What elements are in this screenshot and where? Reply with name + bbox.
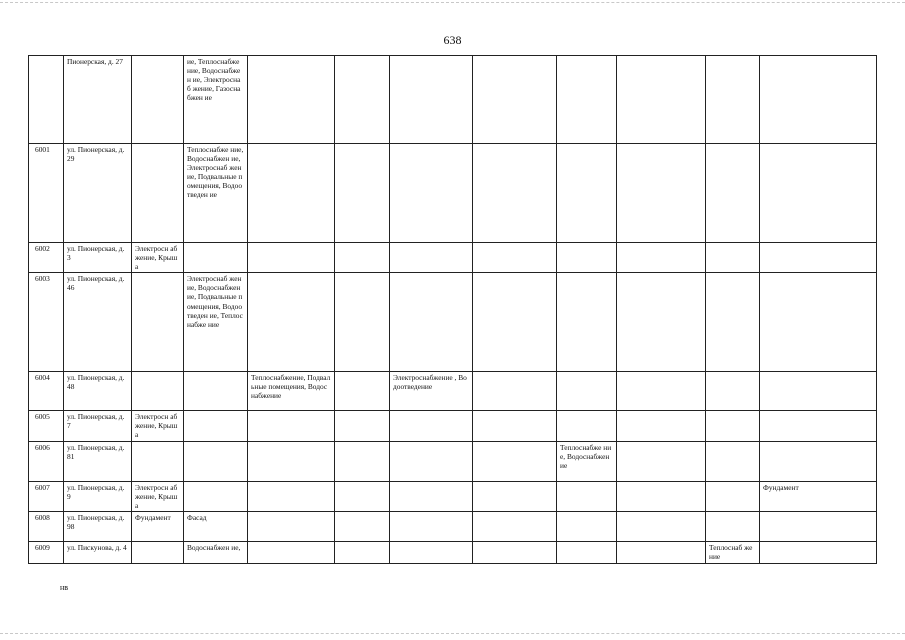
work-cell	[335, 144, 390, 243]
work-cell	[390, 441, 473, 481]
table-row	[29, 56, 877, 144]
work-cell: Фундамент	[132, 511, 184, 541]
scan-edge-bottom	[0, 633, 905, 634]
table-row	[29, 273, 877, 372]
work-cell	[557, 481, 617, 511]
work-cell	[617, 441, 706, 481]
work-cell	[132, 144, 184, 243]
work-cell	[473, 511, 557, 541]
address-cell: ул. Пионерская, д. 29	[64, 144, 132, 243]
table-row	[29, 441, 877, 481]
row-number: 6009	[29, 541, 64, 563]
work-cell	[390, 273, 473, 372]
address-cell: ул. Пионерская, д. 48	[64, 372, 132, 411]
row-number: 6002	[29, 243, 64, 273]
address-cell: Пионерская, д. 27	[64, 56, 132, 144]
work-cell	[473, 481, 557, 511]
work-cell: Фундамент	[760, 481, 877, 511]
table-row	[29, 481, 877, 511]
work-cell	[557, 541, 617, 563]
address-cell: ул. Пионерская, д. 3	[64, 243, 132, 273]
work-cell	[335, 511, 390, 541]
row-number: 6003	[29, 273, 64, 372]
work-cell	[557, 511, 617, 541]
work-cell	[617, 144, 706, 243]
row-number: 6006	[29, 441, 64, 481]
work-cell	[617, 273, 706, 372]
work-cell	[248, 56, 335, 144]
work-cell: Теплоснабже ние, Водоснабжен ие, Электроснаб жение, Подвальные помещения, Водоотведен ие	[184, 144, 248, 243]
work-cell	[335, 56, 390, 144]
work-cell	[184, 481, 248, 511]
work-cell	[473, 411, 557, 441]
work-cell	[617, 511, 706, 541]
row-number: 6005	[29, 411, 64, 441]
work-cell	[617, 243, 706, 273]
work-cell	[706, 144, 760, 243]
work-cell: Фасад	[184, 511, 248, 541]
work-cell	[335, 372, 390, 411]
table-row	[29, 144, 877, 243]
work-cell	[248, 481, 335, 511]
work-cell	[248, 243, 335, 273]
work-cell	[390, 541, 473, 563]
work-cell	[335, 481, 390, 511]
work-cell	[473, 372, 557, 411]
page-number: 638	[443, 33, 462, 47]
work-cell	[184, 411, 248, 441]
address-cell: ул. Пионерская, д. 7	[64, 411, 132, 441]
work-cell	[390, 144, 473, 243]
work-cell: Теплоснабже ние, Водоснабжен ие	[557, 441, 617, 481]
work-cell	[760, 372, 877, 411]
work-cell	[473, 541, 557, 563]
work-cell	[557, 56, 617, 144]
work-cell	[760, 56, 877, 144]
work-cell	[557, 372, 617, 411]
work-cell	[335, 441, 390, 481]
work-cell	[557, 243, 617, 273]
work-cell	[706, 372, 760, 411]
work-cell: Водоснабжен ие,	[184, 541, 248, 563]
table-row	[29, 243, 877, 273]
work-cell	[760, 511, 877, 541]
work-cell	[706, 511, 760, 541]
work-cell	[760, 441, 877, 481]
work-cell	[390, 481, 473, 511]
work-cell	[248, 273, 335, 372]
address-cell: ул. Пионерская, д. 98	[64, 511, 132, 541]
table-row	[29, 541, 877, 563]
work-cell	[390, 243, 473, 273]
work-cell: Электросн абжение, Крыша	[132, 411, 184, 441]
work-cell	[760, 411, 877, 441]
work-cell	[617, 481, 706, 511]
work-cell	[184, 243, 248, 273]
table-row	[29, 511, 877, 541]
work-cell	[248, 511, 335, 541]
work-cell	[248, 144, 335, 243]
work-cell	[617, 411, 706, 441]
work-cell	[557, 144, 617, 243]
work-cell	[557, 273, 617, 372]
work-cell	[706, 411, 760, 441]
work-cell	[473, 243, 557, 273]
work-cell	[248, 411, 335, 441]
work-cell	[248, 441, 335, 481]
scan-edge-top	[0, 2, 905, 3]
work-cell	[760, 541, 877, 563]
work-cell	[473, 56, 557, 144]
table-row	[29, 372, 877, 411]
row-number: 6004	[29, 372, 64, 411]
work-cell	[335, 273, 390, 372]
address-cell: ул. Пионерская, д. 81	[64, 441, 132, 481]
work-cell	[473, 273, 557, 372]
work-cell	[132, 372, 184, 411]
works-registry-table	[28, 55, 877, 564]
work-cell	[473, 144, 557, 243]
work-cell	[132, 273, 184, 372]
work-cell	[248, 541, 335, 563]
work-cell	[760, 144, 877, 243]
work-cell	[617, 541, 706, 563]
work-cell: Электросн абжение, Крыша	[132, 481, 184, 511]
work-cell: Теплоснабжение, Подвальные помещения, Водоснабжение	[248, 372, 335, 411]
row-number: 6008	[29, 511, 64, 541]
work-cell	[473, 441, 557, 481]
work-cell: Теплоснаб жение	[706, 541, 760, 563]
work-cell	[617, 372, 706, 411]
work-cell	[390, 411, 473, 441]
work-cell	[706, 481, 760, 511]
work-cell	[706, 243, 760, 273]
address-cell: ул. Пискунова, д. 4	[64, 541, 132, 563]
work-cell	[760, 273, 877, 372]
footer-note: нв	[60, 583, 69, 592]
work-cell	[760, 243, 877, 273]
work-cell: Электросн абжение, Крыша	[132, 243, 184, 273]
work-cell: Электроснаб жение, Водоснабжен ие, Подвальные помещения, Водоотведен ие, Теплоснабже ние	[184, 273, 248, 372]
work-cell	[335, 541, 390, 563]
work-cell	[390, 56, 473, 144]
work-cell	[557, 411, 617, 441]
work-cell: Электроснабжение , Водоотведение	[390, 372, 473, 411]
row-number	[29, 56, 64, 144]
address-cell: ул. Пионерская, д. 9	[64, 481, 132, 511]
row-number: 6007	[29, 481, 64, 511]
work-cell: ие, Теплоснабже ние, Водоснабжен ие, Электроснаб жение, Газоснабжен ие	[184, 56, 248, 144]
work-cell	[132, 56, 184, 144]
work-cell	[617, 56, 706, 144]
work-cell	[335, 411, 390, 441]
work-cell	[132, 441, 184, 481]
work-cell	[706, 441, 760, 481]
work-cell	[335, 243, 390, 273]
work-cell	[390, 511, 473, 541]
work-cell	[706, 273, 760, 372]
work-cell	[706, 56, 760, 144]
row-number: 6001	[29, 144, 64, 243]
work-cell	[184, 441, 248, 481]
table-body	[29, 56, 877, 564]
work-cell	[184, 372, 248, 411]
table-row	[29, 411, 877, 441]
address-cell: ул. Пионерская, д. 46	[64, 273, 132, 372]
work-cell	[132, 541, 184, 563]
